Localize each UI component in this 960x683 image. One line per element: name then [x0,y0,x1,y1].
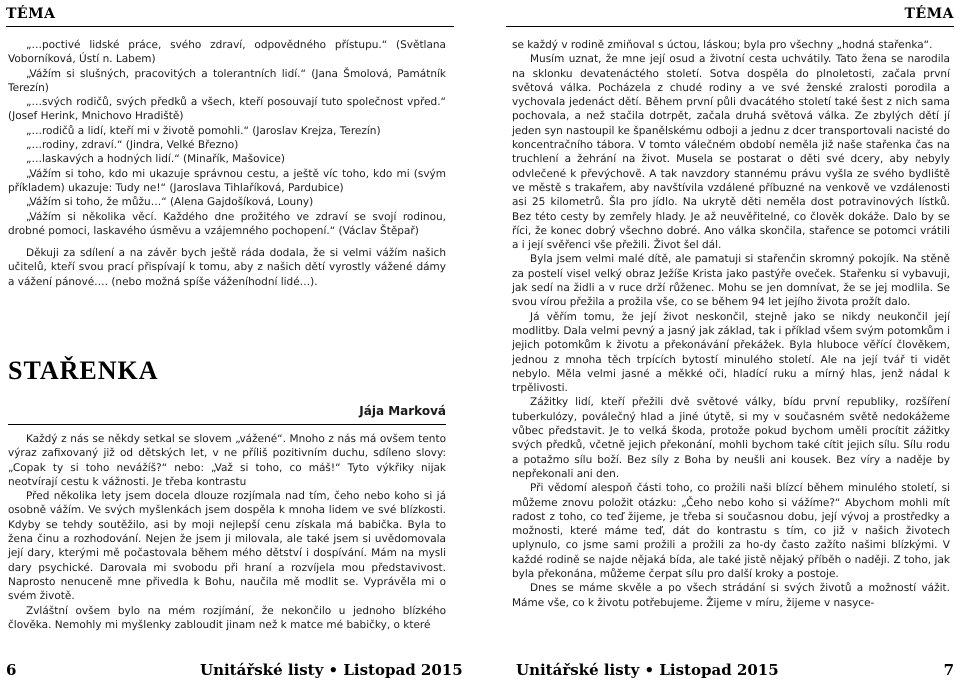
paragraph: Byla jsem velmi malé dítě, ale pamatuji si stařenčin skromný pokojík. Na stěně za postelí visel velký obraz Ježíše Krista jako pastýře oveček. Stařenku si vybavuji, jak sedí na židli a v ruce drží růženec. Mohu se jen domnívat, že se jej modlila. Se svou vírou přežila a prožila vše, co se během 94 let jejího života prožít dalo. [512,253,950,309]
paragraph: se každý v rodině zmiňoval s úctou, láskou; byla pro všechny „hodná stařenka“. [512,39,933,51]
paragraph: Zvláštní ovšem bylo na mém rozjímání, že nekončilo u jednoho blízkého člověka. Nemohly mi myšlenky zabloudit jinam než k matce mé babičky, o které [8,604,446,631]
quote: „Vážím si slušných, pracovitých a tolerantních lidí.“ (Jana Šmolová, Památník Terezín) [8,67,446,94]
page-number: 7 [943,661,954,679]
quote: „…rodiny, zdraví.“ (Jindra, Velké Březno) [26,139,239,152]
section-header [506,4,954,27]
paragraph: Před několika lety jsem docela dlouze rozjímala nad tím, čeho nebo koho si já osobně vážím. Ve svých myšlenkách jsem dospěla k mnoha lidem ve své blízkosti. Kdyby se tehdy soutěžilo, asi by moji nejlepší cenu získala má babička. Byla to žena činu a rozhodování. Nejen že jsem ji milovala, ale také jsem si uvědomovala její dary, kterými mě počastovala během mého dětství i dospívání. Mám na mysli dary psychické. Darovala mi svobodu při hraní a rozvíjela mou představivost. Naprosto nenuceně mne přivedla k Bohu, naučila mě modlit se. Vyprávěla mi o svém životě. [8,490,446,603]
magazine-footer: Unitářské listy • Listopad 2015 [516,661,779,679]
quote: „…poctivé lidské práce, svého zdraví, odpovědného přístupu.“ (Světlana Voborníková, Ústí n. Labem) [8,39,446,66]
article-body-right [512,38,950,610]
paragraph: Musím uznat, že mne její osud a životní cesta uchvátily. Tato žena se narodila na sklonku devatenáctého století. Sotva dospěla do plnoletosti, začala první světová válka. Pocházela z chudé rodiny a ve své ženské zralosti porodila a vychovala jedenáct dětí. Během první půli dvacátého století také šest z nich sama pochovala, a než stačila dotrpět, začala druhá světová válka. Ze zbylých dětí jí jeden syn nastoupil ke španělskému odboji a jednu z dcer transportovali nacisté do koncentračního tábora. V tomto válečném období neměla již naše stařenka čas na truchlení a žehrání na život. Musela se postarat o děti své dcery, aby nebyly odvlečené k převýchově. A tak navzdory stannému právu vyšla ze svého bydliště ve městě s trakařem, aby navštívila vzdálené příbuzné na venkově ve vzdálenosti asi 25 kilometrů. Šla pro jídlo. Na ukrytě děti neměla dost potravinových lístků. Bez této cesty by zemřely hlady. Je až neuvěřitelné, co člověk dokáže. Dalo by se říci, že konec dobrý všechno dobré. Ano válka skončila, stařence se potomci vrátili a i její svěřenci vše přežili. Život šel dál. [512,53,950,252]
left-page [0,0,478,683]
quote: „Vážím si toho, kdo mi ukazuje správnou cestu, a ještě víc toho, kdo mi (svým příkladem) ukazuje: Tudy ne!“ (Jaroslava Tihlaříková, Pardubice) [8,167,446,194]
right-page [482,0,960,683]
paragraph: Zážitky lidí, kteří přežili dvě světové války, bídu první republiky, rozšíření tuberkulózy, poválečný hlad a jiné útytě, si my v současném světě nedokážeme vůbec představit. Je to velká škoda, protože pokud bychom uměli procítit zážitky svých předků, včetně jejich překonání, mohli bychom také cítit jejich sílu. Sílu rodu a potažmo sílu boží. Bez síly z Boha by neušli ani kousek. Bez víry a naděje by nepřekonali ani den. [512,396,950,480]
quote: „…laskavých a hodných lidí.“ (Minařík, Mašovice) [26,153,285,166]
section-header [6,4,454,27]
quote: „Vážím si několika věcí. Každého dne prožitého ve zdraví se svojí rodinou, drobné pomoci, laskavého úsměvu a vzájemného pochopení.“ (Václav Štěpař) [8,210,446,237]
quote: „Vážím si toho, že můžu…“ (Alena Gajdošíková, Louny) [26,196,314,209]
closing-paragraph: Děkuji za sdílení a na závěr bych ještě ráda dodala, že si velmi vážím našich učitelů, kteří svou prací přispívají k tomu, aby z našich dětí vyrostly vážené dámy a vážení pánové…. (nebo možná spíše váženíhodní lidé…). [8,247,446,288]
quotes-block [8,38,446,289]
article-author: Jája Marková [359,404,446,418]
article-title: STAŘENKA [8,356,159,385]
quote: „…svých rodičů, svých předků a všech, kteří posouvají tuto společnost vpřed.“ (Josef Herink, Mnichovo Hradiště) [8,96,446,123]
section-label: TÉMA [6,6,56,22]
section-label: TÉMA [904,6,954,22]
magazine-footer: Unitářské listy • Listopad 2015 [200,661,463,679]
page-number: 6 [6,661,17,679]
paragraph: Já věřím tomu, že její život neskončil, stejně jako se nikdy neukončil její modlitby. Dala velmi pevný a jasný jak základ, tak i příklad všem svým potomkům i jejich potomkům k životu a překonávání překážek. Byla hluboce věřící člověkem, jednou z mnoha těch trpících bytostí minulého století. Ale na její tvář ti vidět nebylo. Měla velmi jasné a měkké oči, hladící ruku a mírný hlas, jenž nádal k trpělivosti. [512,310,950,395]
article-body-left [8,432,446,632]
author-divider [8,424,446,425]
paragraph: Každý z nás se někdy setkal se slovem „vážené“. Mnoho z nás má ovšem tento výraz zafixovaný již od dětských let, v ne příliš pozitivním duchu, sdíleno slovy: „Copak ty si toho nevážíš?“ nebo: „Važ si toho, co máš!“ Tyto výkřiky nijak neotvírají cestu k vážnosti. Je třeba kontrastu [8,433,446,488]
quote: „…rodičů a lidí, kteří mi v životě pomohli.“ (Jaroslav Krejza, Terezín) [26,124,381,137]
paragraph: Při vědomí alespoň části toho, co prožili naši blízcí během minulého století, si můžeme znovu položit otázku: „Čeho nebo koho si vážíme?“ Abychom mohli mít radost z toho, co teď žijeme, je třeba si současnou dobu, její vývoj a prostředky a možnosti, které máme teď, dát do kontrastu s tím, co již v našich životech uplynulo, co jsme sami prožili a prožili za ho-dy často zažíto našimi blízkými. V každé rodině se najde nějaká bída, ale také jistě nějaký příběh o naději. Z toho, jak byla překonána, můžeme čerpat sílu pro další kroky a postoje. [512,482,950,580]
paragraph: Dnes se máme skvěle a po všech strádání si svých životů a možností vážit. Máme vše, co k životu potřebujeme. Žijeme v míru, žijeme v nasyce- [512,582,950,609]
